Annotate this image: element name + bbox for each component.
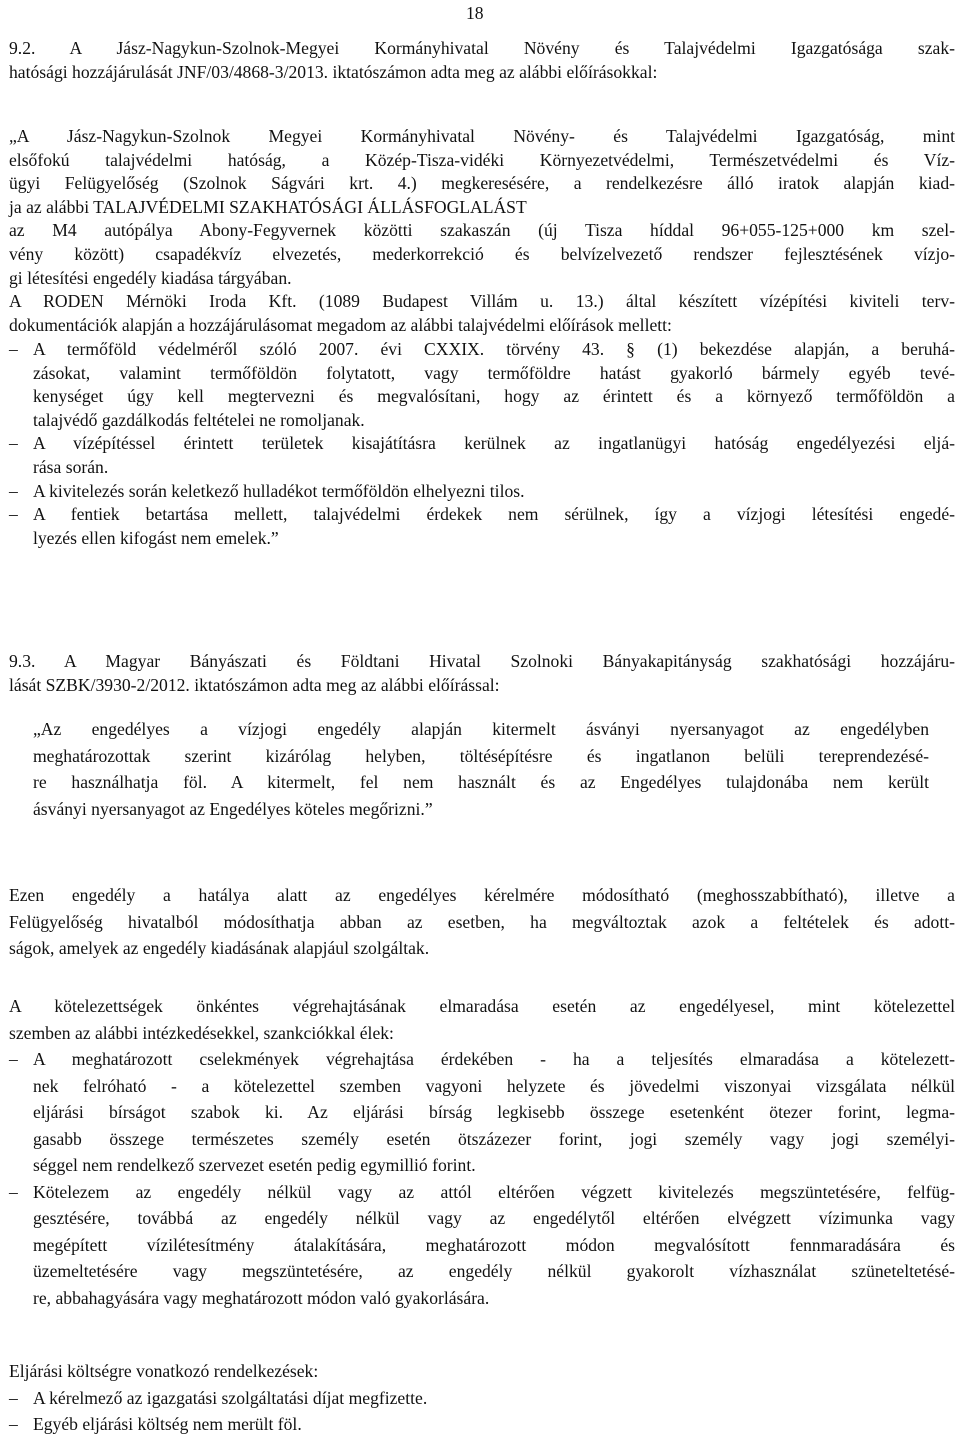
dash-bullet: – [9,433,18,454]
text-line: A termőföld védelméről szóló 2007. évi CXXIX. törvény 43. § (1) bekezdése alapján, a beruhá- [33,339,955,359]
section-9-3-quote [33,716,929,822]
text-line: Felügyelőség hivatalból módosíthatja abban az esetben, ha megváltoztak azok a feltételek és adott- [9,911,955,932]
text-line: elsőfokú talajvédelmi hatóság, a Közép-Tisza-vidéki Környezetvédelmi, Természetvédelmi és Víz- [9,149,955,170]
text-line: séggel nem rendelkező szervezet esetén pedig egymillió forint. [33,1155,476,1175]
text-line: eljárási bírságot szabok ki. Az eljárási bírság legkisebb összege esetenként ötezer forint, legma- [33,1102,955,1122]
text-line: A vízépítéssel érintett területek kisajátításra kerülnek az ingatlanügyi hatóság engedélyezési eljá- [33,433,955,454]
text-line: gasabb összege természetes személy esetén ötszázezer forint, jogi személy vagy jogi személyi- [33,1128,955,1149]
text-line: A kötelezettségek önkéntes végrehajtásának elmaradása esetén az engedélyesel, mint kötelezettel [9,996,955,1016]
text-line: megépített vízilétesítmény átalakítására, meghatározott módon megvalósított fennmaradására és [33,1234,955,1255]
text-line: re, abbahagyására vagy meghatározott módon való gyakorlására. [33,1287,490,1308]
text-line: re használhatja föl. A kitermelt, fel nem használt és az Engedélyes tulajdonába nem került [33,772,929,792]
text-line: az M4 autópálya Abony-Fegyvernek közötti szakaszán (új Tisza híddal 96+055-125+000 km szel- [9,220,955,241]
list-item [9,338,955,432]
text-line: A fentiek betartása mellett, talajvédelmi érdekek nem sérülnek, így a vízjogi létesítési engedé- [33,504,955,525]
dash-bullet: – [9,1181,18,1202]
dash-bullet: – [9,480,18,501]
dash-bullet: – [9,504,18,525]
text-line: ásványi nyersanyagot az Engedélyes köteles megőrizni.” [33,798,433,819]
text-line: „Az engedélyes a vízjogi engedély alapján kitermelt ásványi nyersanyagot az engedélyben [33,719,929,739]
text-line: gesztésére, továbbá az engedély nélkül vagy az engedélytől eltérően elvégzett vízimunka vagy [33,1208,955,1228]
text-line: üzemeltetésére vagy megszüntetésére, az engedély nélkül gyakorolt vízhasználat szüneteltetésé- [33,1261,955,1281]
text-line: Egyéb eljárási költség nem merült föl. [33,1414,302,1434]
modification-paragraph [9,882,955,962]
text-line: vény között) csapadékvíz elvezetés, mederkorrekció és belvízelvezető rendszer fejlesztésének vízjo- [9,243,955,264]
text-line: A meghatározott cselekmények végrehajtása érdekében - ha a teljesítés elmaradása a kötelezett- [33,1049,955,1069]
text-line: kenységet úgy kell megtervezni és megvalósítani, hogy az érintett és a környező termőföldön a [33,386,955,407]
list-item [9,1046,955,1179]
text-line: zásokat, valamint termőföldön folytatott, vagy termőföldre hatást gyakorló bármely egyéb tevé- [33,362,955,383]
dash-bullet: – [9,339,18,359]
text-line: ügyi Felügyelőség (Szolnok Ságvári krt. 4.) megkeresésére, a rendelkezésre álló iratok alapján kiad- [9,173,955,194]
dash-bullet: – [9,1387,18,1408]
text-line: meghatározottak szerint kizárólag helyben, töltésépítésre és ingatlanon belüli tereprendezésé- [33,745,929,766]
costs-heading: Eljárási költségre vonatkozó rendelkezések: [9,1361,319,1381]
dash-bullet: – [9,1049,18,1069]
text-line: lyezés ellen kifogást nem emelek.” [33,527,279,548]
list-item [9,432,955,479]
text-line: 9.3. A Magyar Bányászati és Földtani Hivatal Szolnoki Bányakapitányság szakhatósági hozzájáru- [9,651,955,671]
text-line: talajvédő gazdálkodás feltételei ne romoljanak. [33,409,365,430]
text-line: 9.2. A Jász-Nagykun-Szolnok-Megyei Kormányhivatal Növény és Talajvédelmi Igazgatósága szak- [9,38,955,58]
text-line: hatósági hozzájárulását JNF/03/4868-3/2013. iktatószámon adta meg az alábbi előírásokkal: [9,61,658,82]
list-item [9,1411,955,1438]
costs-paragraph [9,1358,955,1438]
text-line: A RODEN Mérnöki Iroda Kft. (1089 Budapest Villám u. 13.) által készített vízépítési kiviteli terv- [9,291,955,312]
text-line: gi létesítési engedély kiadása tárgyában. [9,267,292,288]
text-line: ságok, amelyek az engedély kiadásának alapjául szolgáltak. [9,938,430,958]
text-line: A kivitelezés során keletkező hulladékot termőföldön elhelyezni tilos. [33,480,525,501]
list-item [9,503,955,550]
list-item [9,1385,955,1412]
text-line: A kérelmező az igazgatási szolgáltatási díjat megfizette. [33,1387,428,1408]
text-line: nek felróható - a kötelezettel szemben vagyoni helyzete és jövedelmi viszonyai vizsgálata nélkül [33,1075,955,1096]
dash-bullet: – [9,1414,18,1434]
text-line: „A Jász-Nagykun-Szolnok Megyei Kormányhivatal Növény- és Talajvédelmi Igazgatóság, mint [9,126,955,146]
text-line: rása során. [33,456,109,477]
sanctions-paragraph [9,993,955,1311]
text-line: dokumentációk alapján a hozzájárulásomat megadom az alábbi talajvédelmi előírások mellett: [9,314,672,335]
text-line: szemben az alábbi intézkedésekkel, szankciókkal élek: [9,1022,394,1043]
text-line: ja az alábbi TALAJVÉDELMI SZAKHATÓSÁGI ÁLLÁSFOGLALÁST [9,196,527,217]
section-9-2-list [9,338,955,550]
section-9-3-heading [9,650,955,697]
text-line: lását SZBK/3930-2/2012. iktatószámon adta meg az alábbi előírással: [9,674,500,695]
section-9-2-heading [9,37,955,84]
text-line: Kötelezem az engedély nélkül vagy az attól eltérően végzett kivitelezés megszüntetésére, felfüg- [33,1181,955,1202]
text-line: Ezen engedély a hatálya alatt az engedélyes kérelmére módosítható (meghosszabbítható), illetve a [9,885,955,905]
section-9-2-quote [9,125,955,337]
list-item [9,480,955,504]
page-number: 18 [466,3,484,23]
list-item [9,1179,955,1312]
